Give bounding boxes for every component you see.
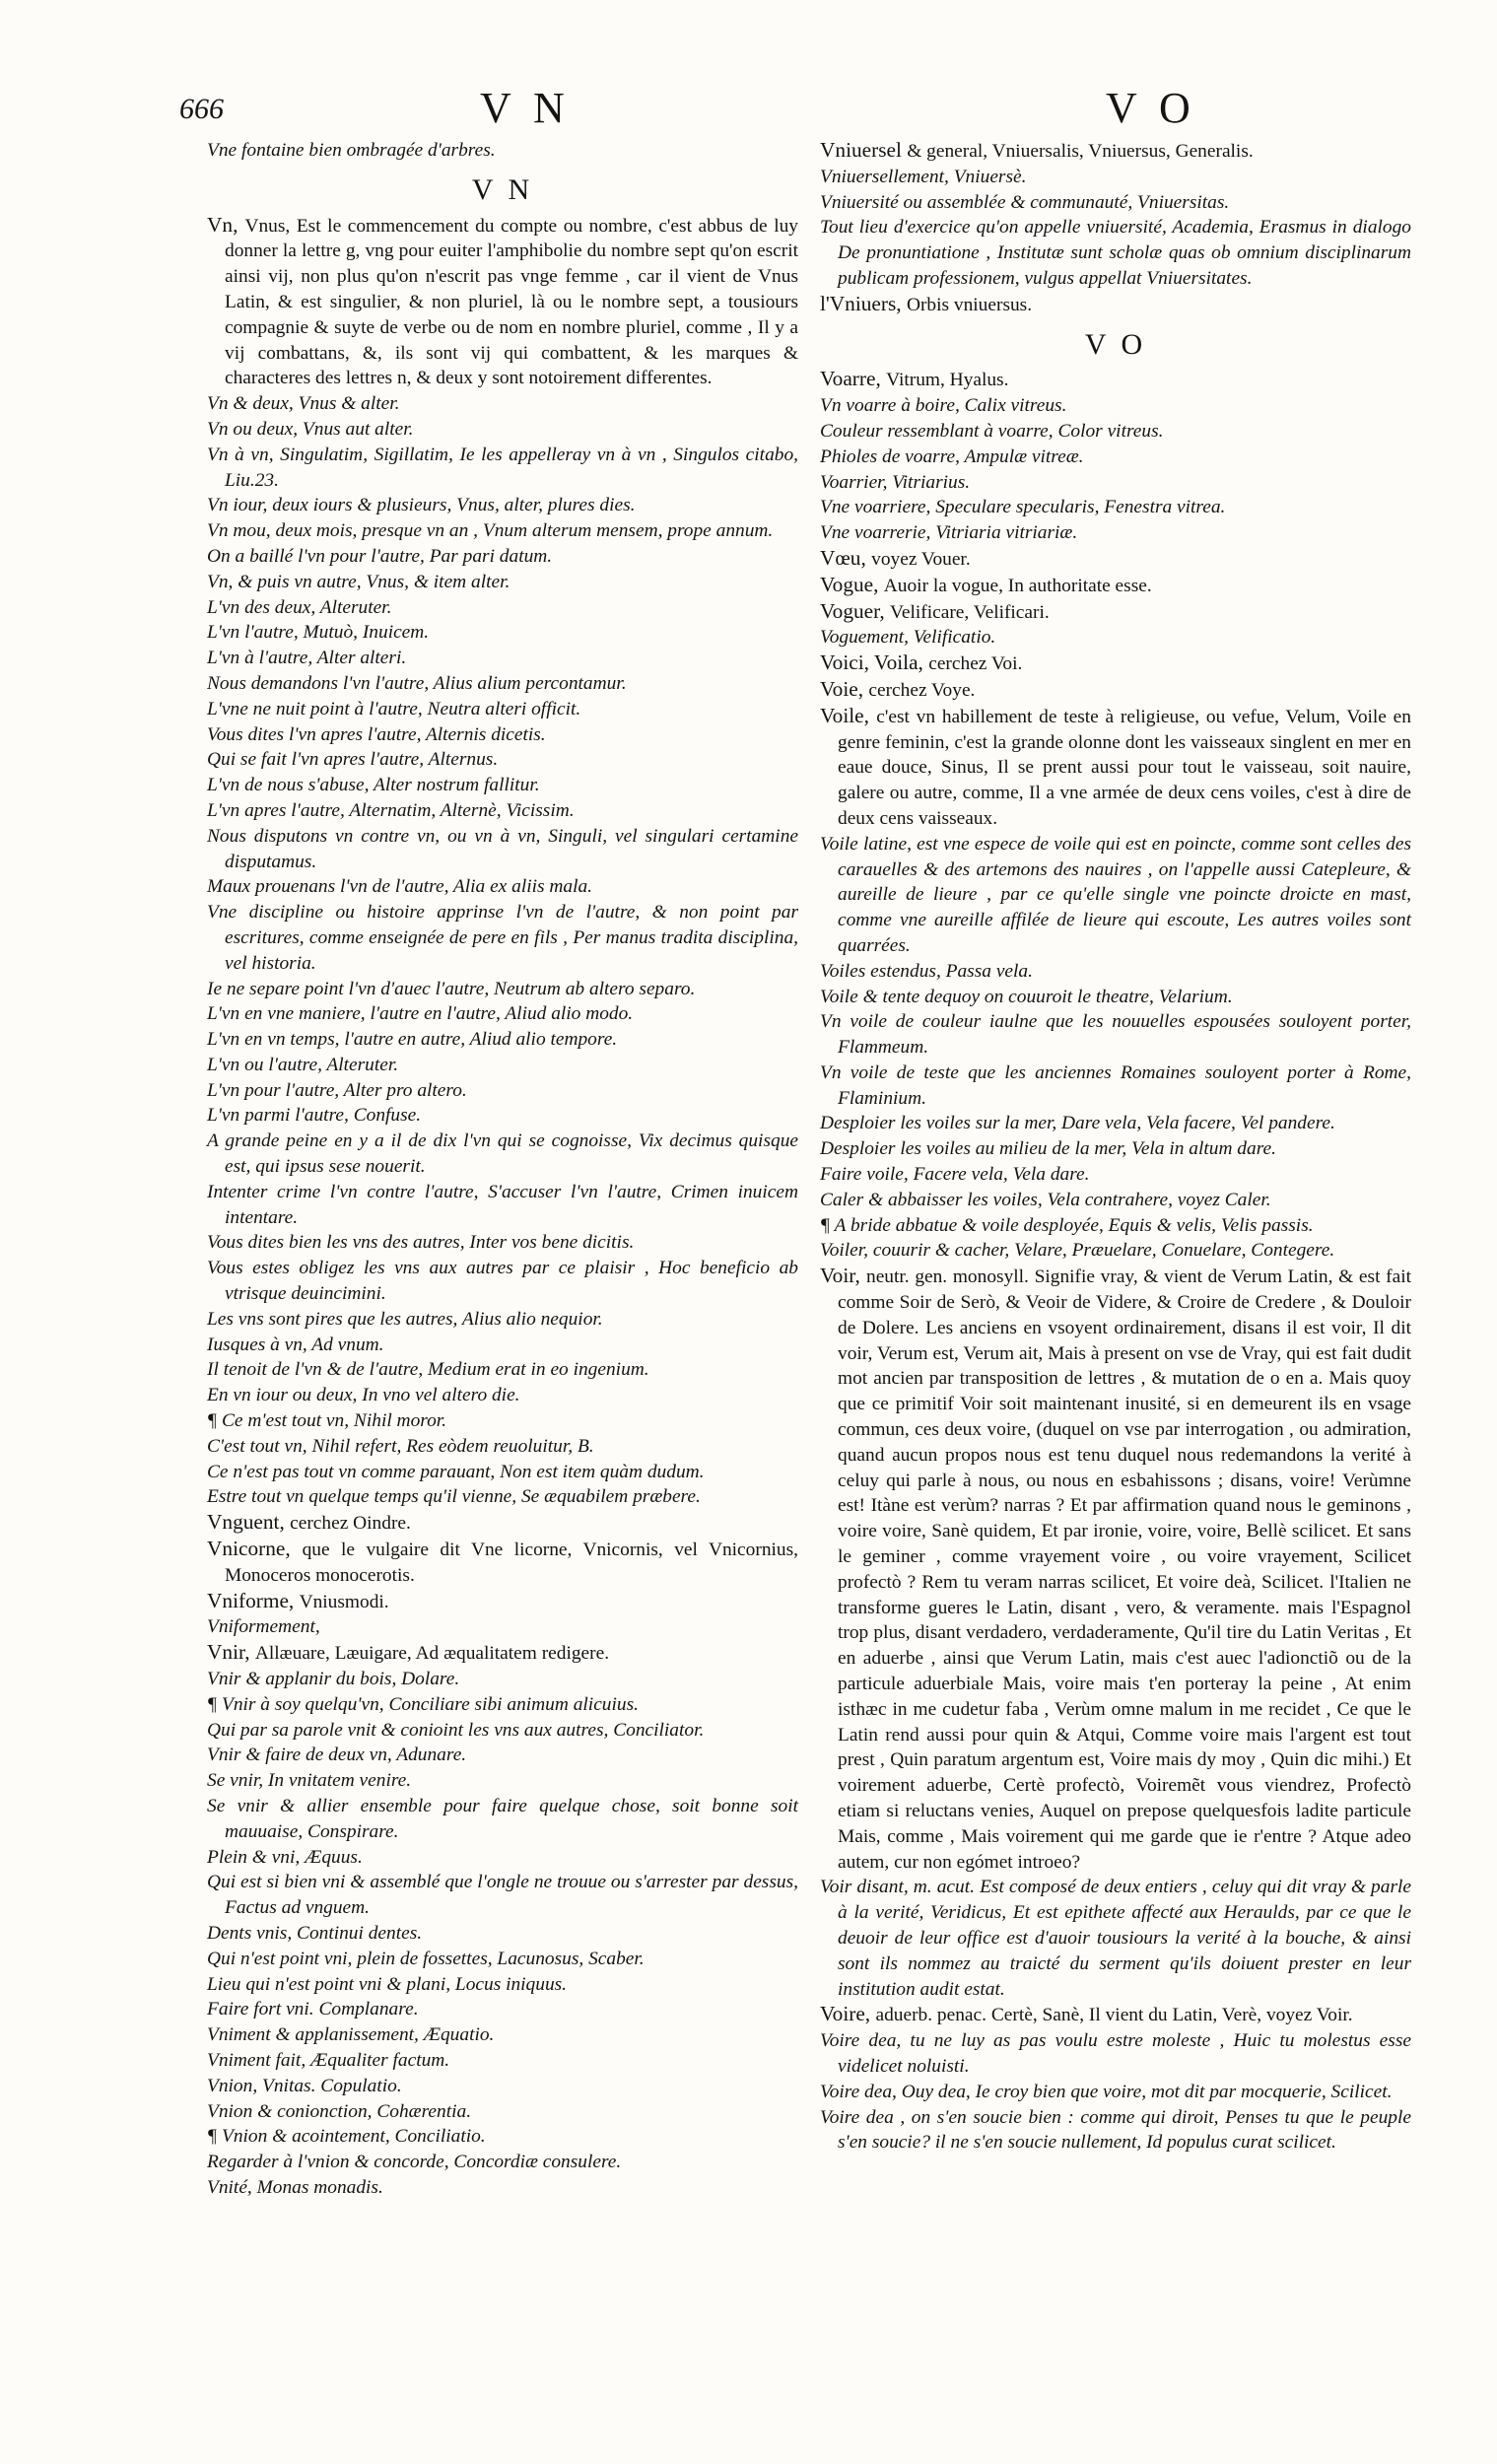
entry-text: & general, Vniuersalis, Vniuersus, Generalis. xyxy=(907,141,1254,162)
dictionary-entry xyxy=(207,1357,798,1383)
entry-text: L'vne ne nuit point à l'autre, Neutra alteri officit. xyxy=(207,698,581,719)
entry-text: Vne voarriere, Speculare specularis, Fenestra vitrea. xyxy=(820,497,1226,518)
dictionary-entry xyxy=(207,874,798,900)
entry-text: Vous estes obligez les vns aux autres par ce plaisir , Hoc beneficio ab vtrisque deuincimini. xyxy=(207,1258,798,1305)
entry-text: ¶ A bride abbatue & voile desployée, Equis & velis, Velis passis. xyxy=(820,1214,1314,1236)
dictionary-entry xyxy=(207,1845,798,1871)
dictionary-entry xyxy=(207,697,798,722)
entry-text: Estre tout vn quelque temps qu'il vienne, Se æquabilem præbere. xyxy=(207,1486,701,1508)
dictionary-entry xyxy=(207,417,798,443)
dictionary-entry xyxy=(820,165,1411,190)
entry-text: cerchez Voye. xyxy=(868,679,976,701)
dictionary-entry xyxy=(207,570,798,595)
entry-text: L'vn de nous s'abuse, Alter nostrum fallitur. xyxy=(207,775,540,796)
dictionary-entry xyxy=(207,1434,798,1460)
entry-text: Vn à vn, Singulatim, Sigillatim, Ie les appelleray vn à vn , Singulos citabo, Liu.23. xyxy=(207,444,798,491)
entry-text: L'vn ou l'autre, Alteruter. xyxy=(207,1054,399,1075)
dictionary-entry xyxy=(207,798,798,824)
entry-text: Vniuersité ou assemblée & communauté, Vniuersitas. xyxy=(820,191,1230,213)
entry-text: Vn, & puis vn autre, Vnus, & item alter. xyxy=(207,571,510,592)
dictionary-entry xyxy=(820,832,1411,959)
dictionary-entry xyxy=(207,977,798,1002)
entry-text: Vnité, Monas monadis. xyxy=(207,2176,383,2198)
entry-text: Vniment & applanissement, Æquatio. xyxy=(207,2024,495,2046)
left-running-title: V N xyxy=(480,84,571,132)
entry-text: Allæuare, Læuigare, Ad æqualitatem redigere. xyxy=(254,1643,610,1665)
entry-headword: Vnicorne, xyxy=(207,1537,303,1561)
entry-headword: Vogue, xyxy=(820,572,884,596)
entry-text: Vn & deux, Vnus & alter. xyxy=(207,393,400,415)
entry-text: Auoir la vogue, In authoritate esse. xyxy=(883,575,1152,596)
entry-text: Voire dea , on s'en soucie bien : comme qui diroit, Penses tu que le peuple s'en soucie? il ne s'en soucie nullement, Id populus curat scilicet. xyxy=(820,2106,1411,2154)
dictionary-entry xyxy=(207,2099,798,2125)
dictionary-entry xyxy=(207,1053,798,1078)
entry-text: aduerb. penac. Certè, Sanè, Il vient du Latin, Verè, voyez Voir. xyxy=(875,2005,1353,2026)
dictionary-entry xyxy=(207,722,798,748)
section-heading-vn: V N xyxy=(471,172,534,206)
entry-text: Ce n'est pas tout vn comme parauant, Non est item quàm dudum. xyxy=(207,1461,705,1482)
entry-text: L'vn en vn temps, l'autre en autre, Aliud alio tempore. xyxy=(207,1029,618,1051)
dictionary-entry xyxy=(207,1408,798,1434)
dictionary-entry xyxy=(207,1667,798,1692)
dictionary-entry xyxy=(820,520,1411,546)
dictionary-entry xyxy=(820,1188,1411,1213)
dictionary-entry xyxy=(207,2150,798,2175)
entry-text: Vniformement, xyxy=(207,1616,320,1638)
right-entry-list-top xyxy=(820,138,1411,318)
entry-text: que le vulgaire dit Vne licorne, Vnicornis, vel Vnicornius, Monoceros monocerotis. xyxy=(225,1540,798,1586)
dictionary-entry xyxy=(207,443,798,494)
dictionary-entry xyxy=(207,2175,798,2201)
entry-text: Vnir & applanir du bois, Dolare. xyxy=(207,1669,460,1690)
dictionary-entry xyxy=(820,546,1411,573)
entry-text: Voir disant, m. acut. Est composé de deux entiers , celuy qui dit vray & parle à la verité, Veridicus, Et est epithete affecté aux Heraulds, par ce que le deuoir de leur office est d'auoir tousiours la verité à la bouche, & ainsi sont ils nommez au traicté du serment qu'ils doiuent prester en leur institution audit estat. xyxy=(820,1877,1411,2000)
dictionary-entry xyxy=(207,1333,798,1358)
dictionary-entry xyxy=(207,1383,798,1408)
dictionary-entry xyxy=(207,518,798,544)
entry-text: L'vn apres l'autre, Alternatim, Alternè, Vicissim. xyxy=(207,799,575,821)
entry-headword: Vnguent, xyxy=(207,1510,291,1535)
entry-text: ¶ Vnion & acointement, Conciliatio. xyxy=(207,2126,486,2148)
dictionary-entry xyxy=(820,599,1411,626)
dictionary-entry xyxy=(207,493,798,518)
entry-text: Dents vnis, Continui dentes. xyxy=(207,1922,423,1944)
dictionary-entry xyxy=(207,213,798,392)
entry-text: Vnion & conionction, Cohærentia. xyxy=(207,2100,472,2122)
entry-text: Qui par sa parole vnit & conioint les vns aux autres, Conciliator. xyxy=(207,1719,705,1741)
dictionary-entry xyxy=(207,1230,798,1256)
dictionary-entry xyxy=(820,1136,1411,1162)
entry-text: Tout lieu d'exercice qu'on appelle vniuersité, Academia, Erasmus in dialogo De pronuntiatione , Institutæ sunt scholæ quas ob omnium disciplinarum publicam professionem, vulgus appellat Vniuersitates. xyxy=(820,217,1411,289)
entry-text: cerchez Oindre. xyxy=(290,1513,411,1535)
entry-text: Voarrier, Vitriarius. xyxy=(820,471,971,493)
entry-text: Vn voarre à boire, Calix vitreus. xyxy=(820,395,1067,417)
entry-headword: Voile, xyxy=(820,703,877,727)
running-head xyxy=(179,83,1362,142)
dictionary-entry xyxy=(820,1264,1411,1875)
dictionary-entry xyxy=(820,419,1411,445)
dictionary-entry xyxy=(207,1768,798,1794)
dictionary-entry xyxy=(207,1103,798,1129)
right-column xyxy=(820,138,1411,2156)
dictionary-entry xyxy=(820,625,1411,650)
entry-text: Voile latine, est vne espece de voile qui est en poincte, comme sont celles des carauelles & des artemons des nauires , on l'appelle aussi Catepleure, & aureille de lieure , par ce qu'elle single vne poincte droicte en mast, comme vne aureille affilée de lieure qui escoute, Les autres voiles sont quarrées. xyxy=(820,833,1411,956)
entry-text: Voire dea, tu ne luy as pas voulu estre moleste , Huic tu molestus esse videlicet noluisti. xyxy=(820,2030,1411,2077)
dictionary-entry xyxy=(207,1484,798,1510)
entry-headword: Vniforme, xyxy=(207,1588,300,1612)
entry-headword: Voire, xyxy=(820,2002,876,2026)
dictionary-entry xyxy=(820,393,1411,419)
dictionary-entry xyxy=(820,1111,1411,1136)
entry-text: Vn ou deux, Vnus aut alter. xyxy=(207,418,414,440)
entry-text: Ie ne separe point l'vn d'auec l'autre, Neutrum ab altero separo. xyxy=(207,978,696,999)
dictionary-entry xyxy=(207,1997,798,2022)
entry-text: Vous dites l'vn apres l'autre, Alternis dicetis. xyxy=(207,723,546,745)
dictionary-entry xyxy=(207,1870,798,1921)
dictionary-entry xyxy=(207,2124,798,2150)
entry-text: ¶ Vnir à soy quelqu'vn, Conciliare sibi animum alicuius. xyxy=(207,1693,639,1715)
dictionary-entry xyxy=(820,2002,1411,2028)
dictionary-entry xyxy=(820,704,1411,832)
entry-text: Desploier les voiles sur la mer, Dare vela, Vela facere, Vel pandere. xyxy=(820,1113,1335,1134)
entry-headword: Vnir, xyxy=(207,1640,255,1665)
page-number: 666 xyxy=(179,93,224,125)
dictionary-entry xyxy=(820,1238,1411,1264)
dictionary-entry xyxy=(820,138,1411,165)
entry-text: Nous disputons vn contre vn, ou vn à vn, Singuli, vel singulari certamine disputamus. xyxy=(207,825,798,872)
entry-text: Se vnir & allier ensemble pour faire quelque chose, soit bonne soit mauuaise, Conspirare. xyxy=(207,1796,798,1842)
entry-text: Iusques à vn, Ad vnum. xyxy=(207,1334,384,1355)
entry-text: Lieu qui n'est point vni & plani, Locus iniquus. xyxy=(207,1973,568,1995)
section-heading-vo: V O xyxy=(1084,327,1147,361)
entry-text: C'est tout vn, Nihil refert, Res eòdem reuoluitur, B. xyxy=(207,1435,594,1457)
dictionary-entry xyxy=(207,2048,798,2074)
dictionary-entry xyxy=(207,1460,798,1485)
dictionary-entry xyxy=(207,1921,798,1947)
dictionary-entry xyxy=(820,445,1411,470)
entry-text: Vnus, Est le commencement du compte ou nombre, c'est abbus de luy donner la lettre g, vng pour euiter l'amphibolie du nombre sept qu'on escrit ainsi vij, non plus qu'on n'escrit pas vnge femme , car il vient de Vnus Latin, & est singulier, & non pluriel, là ou le nombre sept, a tousiours compagnie & suyte de verbe ou de nom en nombre pluriel, comme , Il y a vij combattans, &, ils sont vij qui combattent, & les marques & characteres des lettres n, & deux y sont notoirement differentes. xyxy=(225,215,799,389)
dictionary-entry xyxy=(207,2022,798,2048)
entry-text: Se vnir, In vnitatem venire. xyxy=(207,1770,412,1792)
entry-text: Couleur ressemblant à voarre, Color vitreus. xyxy=(820,420,1164,442)
entry-headword: Voarre, xyxy=(820,367,887,391)
entry-text: Plein & vni, Æquus. xyxy=(207,1846,363,1868)
dictionary-entry xyxy=(820,470,1411,496)
entry-text: Qui se fait l'vn apres l'autre, Alternus. xyxy=(207,749,499,771)
dictionary-entry xyxy=(207,391,798,417)
entry-text: L'vn parmi l'autre, Confuse. xyxy=(207,1105,422,1127)
entry-text: Qui est si bien vni & assemblé que l'ongle ne trouue ou s'arrester par dessus, Factus ad vnguem. xyxy=(207,1872,798,1919)
entry-text: ¶ Ce m'est tout vn, Nihil moror. xyxy=(207,1410,447,1432)
dictionary-entry xyxy=(820,495,1411,520)
dictionary-entry xyxy=(820,985,1411,1010)
dictionary-entry xyxy=(207,900,798,976)
dictionary-entry xyxy=(820,1162,1411,1188)
entry-text: voyez Vouer. xyxy=(871,548,971,570)
entry-text: On a baillé l'vn pour l'autre, Par pari datum. xyxy=(207,545,553,567)
dictionary-entry xyxy=(820,2105,1411,2156)
dictionary-entry xyxy=(207,824,798,875)
dictionary-entry xyxy=(207,1794,798,1845)
entry-text: Faire voile, Facere vela, Vela dare. xyxy=(820,1164,1090,1186)
entry-text: Vne discipline ou histoire apprinse l'vn de l'autre, & non point par escritures, comme enseignée de pere en fils , Per manus tradita disciplina, vel historia. xyxy=(207,902,798,974)
dictionary-entry xyxy=(820,215,1411,291)
dictionary-entry xyxy=(820,573,1411,599)
dictionary-entry xyxy=(207,2074,798,2099)
dictionary-entry xyxy=(207,1180,798,1231)
entry-text: Vniment fait, Æqualiter factum. xyxy=(207,2049,450,2071)
dictionary-entry xyxy=(207,1743,798,1768)
left-column xyxy=(207,138,798,2201)
entry-text: L'vn pour l'autre, Alter pro altero. xyxy=(207,1079,467,1101)
dictionary-entry xyxy=(820,650,1411,677)
entry-text: Caler & abbaisser les voiles, Vela contrahere, voyez Caler. xyxy=(820,1189,1271,1210)
dictionary-entry xyxy=(207,1078,798,1104)
dictionary-entry xyxy=(820,2080,1411,2105)
entry-text: Voire dea, Ouy dea, Ie croy bien que voire, mot dit par mocquerie, Scilicet. xyxy=(820,2081,1393,2102)
dictionary-entry xyxy=(207,1614,798,1640)
continued-line: Vne fontaine bien ombragée d'arbres. xyxy=(207,140,496,161)
dictionary-entry xyxy=(207,1510,798,1537)
entry-text: c'est vn habillement de teste à religieuse, ou vefue, Velum, Voile en genre feminin, c'est la grande olonne dont les vaisseaux singlent en mer en eaue douce, Sinus, Il se prent aussi pour tout le vaisseau, soit nauire, galere ou autre, comme, Il a vne armée de deux cens voiles, c'est à dire de deux cens vaisseaux. xyxy=(838,706,1411,829)
right-entry-list xyxy=(820,367,1411,2156)
entry-headword: Voguer, xyxy=(820,598,891,623)
entry-text: Phioles de voarre, Ampulæ vitreæ. xyxy=(820,445,1084,467)
dictionary-entry xyxy=(820,1213,1411,1239)
entry-headword: Voie, xyxy=(820,676,869,701)
dictionary-entry xyxy=(820,1875,1411,2002)
entry-text: Voiles estendus, Passa vela. xyxy=(820,960,1033,982)
entry-text: En vn iour ou deux, In vno vel altero die. xyxy=(207,1385,520,1406)
entry-text: Il tenoit de l'vn & de l'autre, Medium erat in eo ingenium. xyxy=(207,1359,649,1381)
dictionary-entry xyxy=(207,1640,798,1667)
dictionary-entry xyxy=(207,671,798,697)
entry-text: Regarder à l'vnion & concorde, Concordiæ consulere. xyxy=(207,2152,622,2173)
entry-text: Orbis vniuersus. xyxy=(906,294,1033,315)
entry-text: Vitrum, Hyalus. xyxy=(886,370,1009,391)
entry-text: Vn voile de teste que les anciennes Romaines souloyent porter à Rome, Flaminium. xyxy=(820,1061,1411,1109)
entry-text: Vne voarrerie, Vitriaria vitriariæ. xyxy=(820,522,1078,544)
dictionary-entry xyxy=(207,1589,798,1615)
dictionary-entry xyxy=(820,367,1411,393)
entry-text: A grande peine en y a il de dix l'vn qui se cognoisse, Vix decimus quisque est, qui ipsus sese nouerit. xyxy=(207,1130,798,1178)
dictionary-entry xyxy=(820,190,1411,216)
entry-text: Vniuersellement, Vniuersè. xyxy=(820,166,1027,187)
entry-text: neutr. gen. monosyll. Signifie vray, & vient de Verum Latin, & est fait comme Soir de Serò, & Veoir de Videre, & Croire de Credere , & Douloir de Dolere. Les anciens en vsoyent ordinairement, disans il est voir, Il dit voir, Verum est, Verum ait, Mais à present on vse de Vray, qui est fait dudit mot ancien par transposition de lettres , & mutation de o en a. Mais quoy que ce primitif Voir soit maintenant inusité, si en demeurent ils en vsage commun, ces deux voire, (duquel on vse par interrogation , ou admiration, quand aucun propos nous est tenu duquel nous redemandons la verité à celuy qui parle à nous, ou nous en esbahissons ; disans, voire! Verùmne est! Itàne est verùm? narras ? Et par affirmation quand nous le geminons , voire voire, Sanè quidem, Et par ironie, voire, voire, Bellè scilicet. Et sans le geminer , comme vrayement voire , ou voire vrayement, Scilicet profectò ? Rem tu veram narras scilicet, Et voire deà, Scilicet. l'Italien ne transforme gueres le Latin, disant , vero, & veramente. mais l'Espagnol trop plus, disant verdadero, verdaderamente, Qu'il tire du Latin Veritas , Et en aduerbe , ainsi que Verum Latin, mais c'est auec l'adionctiõ ou de la particule aduerbiale Mais, voire mais t'en porteray la peine , At enim isthæc in me cudetur faba , Verùm omne malum in me recidet , Ce que le Latin rend aussi pour quin & Atqui, Comme voire mais l'argent est tout prest , Quin paratum argentum est, Voire mais dy moy , Quin dic mihi.) Et voirement aduerbe, Certè profectò, Voiremẽt vous viendrez, Profectò etiam si reluctans venies, Auquel on prepose quelquesfois ladite particule Mais, comme , Mais voirement qui me garde que ie r'entre ? Atque adeo autem, cur non egómet introeo? xyxy=(838,1266,1411,1873)
entry-text: Desploier les voiles au milieu de la mer, Vela in altum dare. xyxy=(820,1138,1276,1160)
dictionary-entry xyxy=(207,544,798,570)
dictionary-entry xyxy=(820,959,1411,985)
entry-headword: Voici, Voila, xyxy=(820,650,929,675)
dictionary-entry xyxy=(207,1027,798,1053)
entry-text: L'vn l'autre, Mutuò, Inuicem. xyxy=(207,622,430,644)
dictionary-entry xyxy=(820,1009,1411,1061)
entry-text: Vnion, Vnitas. Copulatio. xyxy=(207,2075,402,2096)
dictionary-entry xyxy=(207,1537,798,1589)
entry-text: Faire fort vni. Complanare. xyxy=(207,1999,419,2020)
dictionary-entry xyxy=(207,1692,798,1718)
dictionary-entry xyxy=(207,1718,798,1744)
dictionary-entry xyxy=(820,292,1411,318)
dictionary-entry xyxy=(820,1061,1411,1112)
dictionary-entry xyxy=(820,677,1411,704)
entry-text: Nous demandons l'vn l'autre, Alius alium percontamur. xyxy=(207,672,627,694)
entry-text: Vn iour, deux iours & plusieurs, Vnus, alter, plures dies. xyxy=(207,495,636,516)
entry-text: Intenter crime l'vn contre l'autre, S'accuser l'vn l'autre, Crimen inuicem intentare. xyxy=(207,1181,798,1228)
dictionary-entry xyxy=(207,595,798,621)
entry-text: Voguement, Velificatio. xyxy=(820,627,996,649)
entry-text: L'vn en vne maniere, l'autre en l'autre, Aliud alio modo. xyxy=(207,1003,634,1025)
dictionary-entry xyxy=(207,1972,798,1998)
entry-text: Maux prouenans l'vn de l'autre, Alia ex aliis mala. xyxy=(207,876,593,898)
dictionary-entry xyxy=(207,620,798,646)
right-running-title: V O xyxy=(1106,84,1196,132)
entry-headword: Vn, xyxy=(207,212,245,237)
entry-headword: Vœu, xyxy=(820,545,872,570)
entry-text: Voile & tente dequoy on couuroit le theatre, Velarium. xyxy=(820,986,1233,1007)
dictionary-entry xyxy=(207,1307,798,1333)
dictionary-entry xyxy=(207,1256,798,1307)
dictionary-entry xyxy=(820,2028,1411,2080)
entry-headword: l'Vniuers, xyxy=(820,291,907,315)
dictionary-entry xyxy=(207,747,798,773)
dictionary-entry xyxy=(207,773,798,798)
entry-text: Vn voile de couleur iaulne que les nouuelles espousées souloyent porter, Flammeum. xyxy=(820,1011,1411,1059)
dictionary-entry xyxy=(207,1947,798,1972)
entry-headword: Voir, xyxy=(820,1264,866,1288)
entry-text: Velificare, Velificari. xyxy=(890,601,1050,623)
entry-text: Vn mou, deux mois, presque vn an , Vnum alterum mensem, prope annum. xyxy=(207,520,774,542)
dictionary-entry xyxy=(207,1001,798,1027)
entry-text: Voiler, couurir & cacher, Velare, Præuelare, Conuelare, Contegere. xyxy=(820,1240,1335,1262)
entry-headword: Vniuersel xyxy=(820,138,908,162)
entry-text: L'vn des deux, Alteruter. xyxy=(207,596,392,618)
entry-text: Vous dites bien les vns des autres, Inter vos bene dicitis. xyxy=(207,1232,635,1254)
dictionary-entry xyxy=(207,646,798,671)
entry-text: Vniusmodi. xyxy=(299,1591,389,1612)
entry-text: Qui n'est point vni, plein de fossettes, Lacunosus, Scaber. xyxy=(207,1948,645,1969)
left-entry-list xyxy=(207,213,798,2201)
entry-text: cerchez Voi. xyxy=(928,653,1023,675)
entry-text: Vnir & faire de deux vn, Adunare. xyxy=(207,1745,467,1766)
entry-text: Les vns sont pires que les autres, Alius alio nequior. xyxy=(207,1308,603,1330)
dictionary-entry xyxy=(207,1129,798,1180)
entry-text: L'vn à l'autre, Alter alteri. xyxy=(207,648,407,669)
